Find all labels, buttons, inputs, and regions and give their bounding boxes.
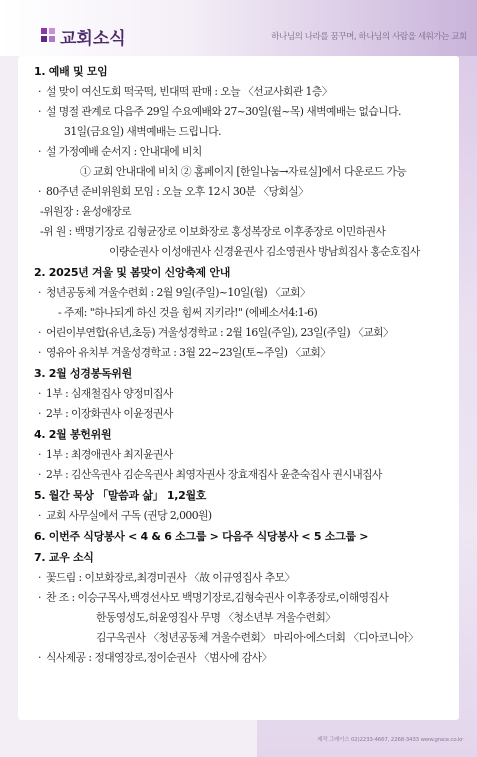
page-title: 교회소식 — [60, 29, 126, 49]
section-title: 6. 이번주 식당봉사 < 4 & 6 소그룹 > 다음주 식당봉사 < 5 소그룹 > — [34, 530, 369, 543]
list-item-sub: - 주제: "하나되게 하신 것을 힘써 지키라!" (에베소서4:1-6) — [58, 306, 318, 319]
section-title: 5. 월간 묵상 「말씀과 삶」 1,2월호 — [34, 489, 207, 502]
list-item: · 청년공동체 겨울수련회 : 2월 9일(주일)~10일(월) 〈교회〉 — [34, 283, 454, 303]
list-item: · 어린이부연합(유년,초등) 겨울성경학교 : 2월 16일(주일), 23일(주일) 〈교회〉 — [34, 323, 454, 343]
section-title: 3. 2월 성경봉독위원 — [34, 367, 132, 380]
list-item: · 설 가정예배 순서지 : 안내대에 비치 — [34, 142, 454, 162]
list-item: · 1부 : 심재철집사 양정미집사 — [34, 384, 454, 404]
list-item-continued: 김구옥권사 〈청년공동체 겨울수련회〉 마리아·에스더회 〈디아코니아〉 — [96, 631, 419, 644]
list-item: · 영유아 유치부 겨울성경학교 : 3월 22~23일(토~주일) 〈교회〉 — [34, 343, 454, 363]
list-item-continued: 한동영성도,허윤영집사 무명 〈청소년부 겨울수련회〉 — [96, 611, 336, 624]
list-item-continued: 31일(금요일) 새벽예배는 드립니다. — [64, 125, 222, 138]
committee-members-continued: 이량순권사 이성애권사 신경윤권사 김소영권사 방남희집사 홍순호집사 — [109, 245, 420, 258]
list-item: · 꽃드림 : 이보화장로,최경미권사 〈故 이규영집사 추모〉 — [34, 568, 454, 588]
list-item: · 80주년 준비위원회 모임 : 오늘 오후 12시 30분 〈당회실〉 — [34, 182, 454, 202]
section-title: 1. 예배 및 모임 — [34, 65, 108, 78]
list-item — [34, 588, 454, 608]
list-item: · 2부 : 김산옥권사 김순옥권사 최영자권사 장효재집사 윤춘숙집사 권시내집사 — [34, 465, 454, 485]
list-item: · 교회 사무실에서 구독 (권당 2,000원) — [34, 506, 454, 526]
committee-chair: -위원장 : 윤성애장로 — [40, 205, 131, 218]
list-item: · 설 명절 관계로 다음주 29일 수요예배와 27~30일(월~목) 새벽예배는 없습니다. — [34, 102, 454, 122]
page-header — [0, 0, 477, 56]
grid-logo-icon — [41, 28, 55, 42]
section-title: 2. 2025년 겨울 및 봄맞이 신앙축제 안내 — [34, 266, 231, 279]
footer-credit: 제작 그레이스 02)2233-4667, 2268-3433 www.grace.co.kr — [317, 737, 463, 743]
church-slogan: 하나님의 나라를 꿈꾸며, 하나님의 사람을 세워가는 교회 — [271, 32, 467, 42]
list-item: · 1부 : 최경애권사 최지윤권사 — [34, 445, 454, 465]
sponsor-line: 이승구목사,백경선사모 백명기장로,김형숙권사 이후종장로,이해영집사 — [77, 591, 389, 604]
committee-members: -위 원 : 백명기장로 김형균장로 이보화장로 홍성복장로 이후종장로 이민하권사 — [40, 225, 386, 238]
sponsor-label: 찬 조 : — [46, 591, 75, 604]
section-title: 4. 2월 봉헌위원 — [34, 428, 112, 441]
list-item-sub: ① 교회 안내대에 비치 ② 홈페이지 [한일나눔→자료실]에서 다운로드 가능 — [80, 165, 407, 178]
list-item: · 설 맞이 여신도회 떡국떡, 빈대떡 판매 : 오늘 〈선교사회관 1층〉 — [34, 82, 454, 102]
section-title: 7. 교우 소식 — [34, 551, 94, 564]
news-content — [34, 61, 454, 668]
list-item: · 식사제공 : 정대영장로,정이순권사 〈범사에 감사〉 — [34, 648, 454, 668]
list-item: · 2부 : 이장화권사 이윤정권사 — [34, 404, 454, 424]
